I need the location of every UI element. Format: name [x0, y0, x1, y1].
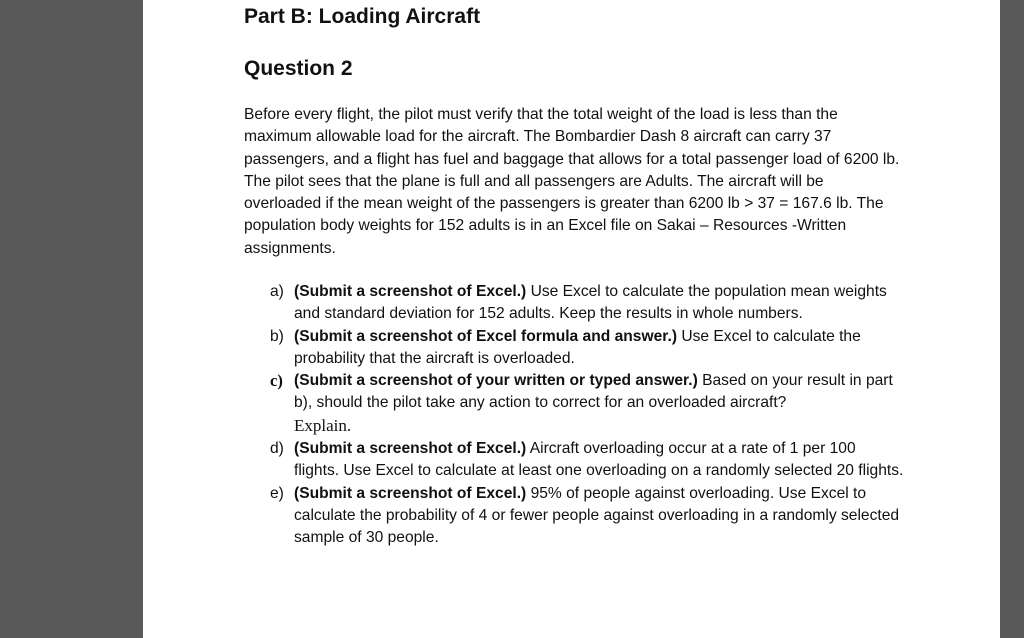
part-instruction: (Submit a screenshot of Excel.): [294, 440, 527, 458]
part-instruction: (Submit a screenshot of Excel.): [294, 283, 527, 300]
part-text: Use Excel to calculate the probability that the aircraft is overloaded.: [294, 327, 861, 367]
question-intro: Before every flight, the pilot must verify that the total weight of the load is less than the maximum allowable load for the aircraft. The Bombardier Dash 8 aircraft can carry 37 passengers, and a flight has fuel and baggage that allows for a total passenger load of 6200 lb. The pilot sees that the plane is full and all passengers are Adults. The aircraft will be overloaded if the mean weight of the passengers is greater than 6200 lb > 37 = 167.6 lb. The population body weights for 152 adults is in an Excel file on Sakai – Resources -Written assignments.: [244, 106, 900, 257]
document-page[interactable]: [143, 0, 1000, 638]
part-extra: Explain.: [294, 415, 352, 435]
part-text: Use Excel to calculate the population mean weights and standard deviation for 152 adults. Keep the results in whole numbers.: [294, 283, 887, 323]
viewer-left-margin: [0, 0, 143, 638]
question-title: Question 2: [244, 57, 353, 80]
question-part-c: [244, 370, 904, 438]
part-letter: c): [270, 371, 283, 391]
part-instruction: (Submit a screenshot of Excel formula and answer.): [294, 327, 678, 345]
part-title: Part B: Loading Aircraft: [244, 5, 481, 28]
part-text: Based on your result in part b), should the pilot take any action to correct for an overloaded aircraft?: [294, 372, 893, 412]
question-parts-list: [244, 281, 904, 550]
part-instruction: (Submit a screenshot of your written or typed answer.): [294, 372, 698, 390]
part-letter: d): [270, 440, 284, 458]
part-letter: b): [270, 327, 284, 345]
part-text: Aircraft overloading occur at a rate of 1 per 100 flights. Use Excel to calculate at least one overloading on a randomly selected 20 flights.: [294, 440, 904, 480]
question-part-b: [244, 326, 904, 371]
question-part-d: [244, 438, 904, 483]
part-text: 95% of people against overloading. Use Excel to calculate the probability of 4 or fewer people against overloading in a randomly selected sample of 30 people.: [294, 484, 900, 547]
viewer-right-margin: [1000, 0, 1024, 638]
question-part-e: [244, 483, 904, 550]
part-instruction: (Submit a screenshot of Excel.): [294, 484, 527, 502]
question-part-a: [244, 281, 904, 326]
part-letter: e): [270, 484, 284, 502]
part-letter: a): [270, 283, 284, 300]
